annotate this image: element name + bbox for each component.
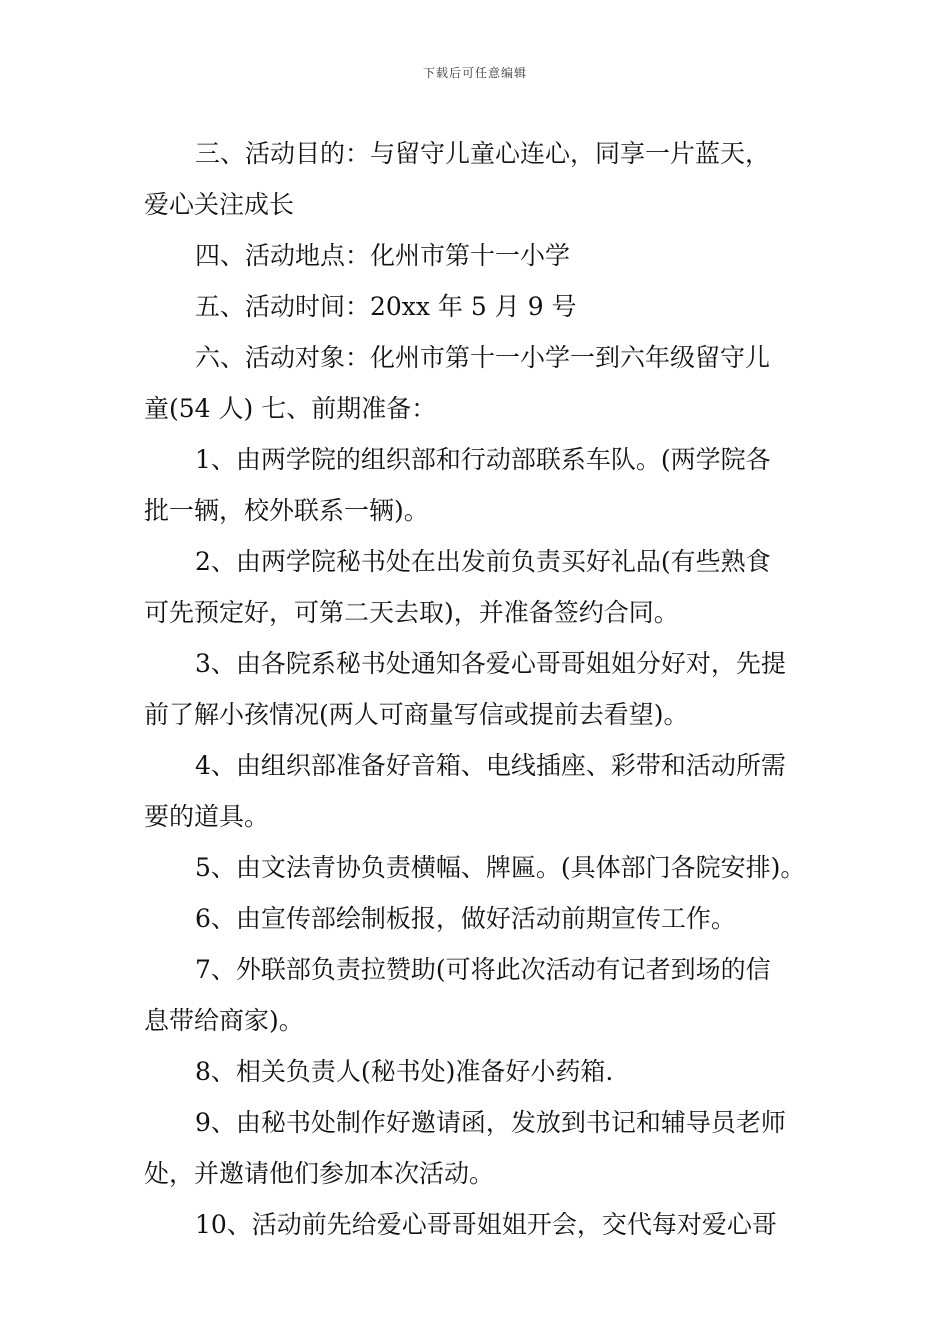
text-line: 六、活动对象：化州市第十一小学一到六年级留守儿 (195, 343, 771, 372)
text-line: 童(54 人) 七、前期准备： (144, 394, 437, 423)
text-line: 6、由宣传部绘制板报，做好活动前期宣传工作。 (195, 904, 736, 933)
text-line: 7、外联部负责拉赞助(可将此次活动有记者到场的信 (195, 955, 771, 984)
text-line: 处，并邀请他们参加本次活动。 (144, 1159, 495, 1188)
text-line: 2、由两学院秘书处在出发前负责买好礼品(有些熟食 (195, 547, 771, 576)
text-line: 5、由文法青协负责横幅、牌匾。(具体部门各院安排)。 (195, 853, 806, 882)
page-header: 下载后可任意编辑 (422, 66, 527, 80)
text-line: 四、活动地点：化州市第十一小学 (195, 241, 571, 270)
text-line: 8、相关负责人(秘书处)准备好小药箱. (195, 1057, 614, 1086)
text-line: 3、由各院系秘书处通知各爱心哥哥姐姐分好对，先提 (195, 649, 786, 678)
text-line: 息带给商家)。 (144, 1006, 304, 1035)
text-line: 4、由组织部准备好音箱、电线插座、彩带和活动所需 (195, 751, 786, 780)
text-line: 可先预定好，可第二天去取)，并准备签约合同。 (144, 598, 679, 627)
text-line: 10、活动前先给爱心哥哥姐姐开会，交代每对爱心哥 (195, 1210, 777, 1239)
text-line: 前了解小孩情况(两人可商量写信或提前去看望)。 (144, 700, 689, 729)
text-line: 要的道具。 (144, 802, 270, 831)
text-line: 五、活动时间：20xx 年 5 月 9 号 (195, 292, 577, 321)
document-body (144, 128, 812, 1250)
text-line: 爱心关注成长 (144, 190, 295, 219)
text-line: 9、由秘书处制作好邀请函，发放到书记和辅导员老师 (195, 1108, 786, 1137)
text-line: 1、由两学院的组织部和行动部联系车队。(两学院各 (195, 445, 771, 474)
text-line: 三、活动目的：与留守儿童心连心，同享一片蓝天， (195, 139, 771, 168)
text-line: 批一辆，校外联系一辆)。 (144, 496, 429, 525)
